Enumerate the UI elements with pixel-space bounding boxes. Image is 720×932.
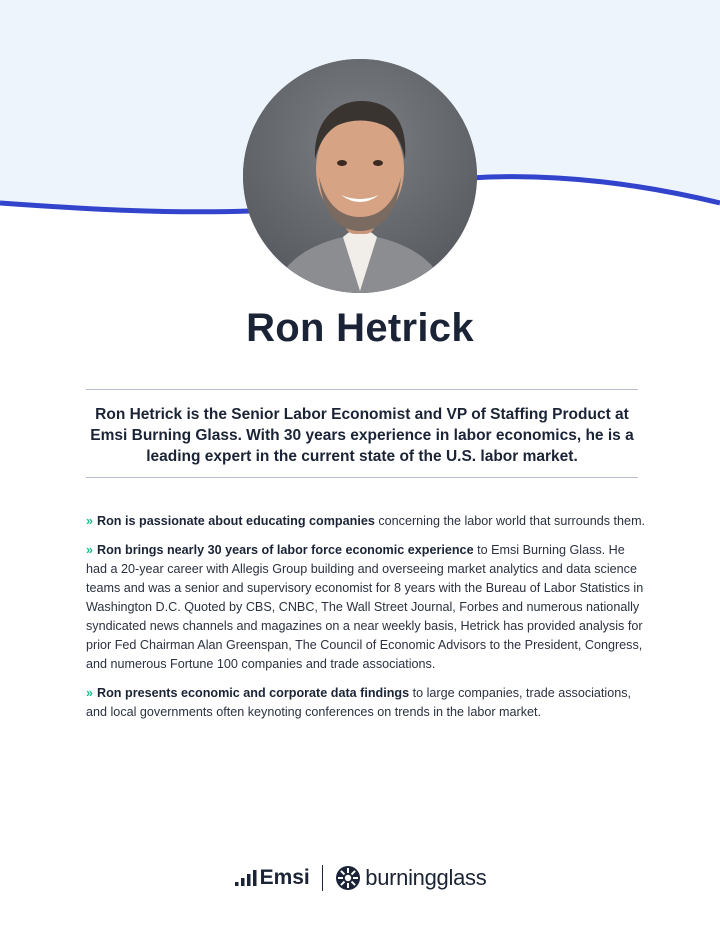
bio-summary: Ron Hetrick is the Senior Labor Economist and VP of Staffing Product at Emsi Burning Glass. With 30 years experience in labor economics, he is a leading expert in the current state of the U.S. labor market. [90, 406, 634, 465]
bullet-body-text: to large companies, trade associations, and local governments often keynoting conferences on trends in the labor market. [86, 686, 632, 719]
bar-chart-icon [234, 868, 260, 888]
bio-bullet [86, 541, 646, 674]
chevron-icon: » [86, 686, 94, 700]
emsi-wordmark: Emsi [259, 866, 310, 889]
bullet-body-text: to Emsi Burning Glass. He had a 20-year career with Allegis Group building and overseeing market analytics and data science teams and was a senior and supervisory economist for 8 years with the Bureau of Labor Statistics in Washington D.C. Quoted by CBS, CNBC, The Wall Street Journal, Forbes and numerous nationally syndicated news channels and magazines on a near weekly basis, Hetrick has provided analysis for prior Fed Chairman Alan Greenspan, The Council of Economic Advisors to the President, Congress, and numerous Fortune 100 companies and trade associations. [86, 543, 644, 671]
starburst-icon [335, 865, 361, 891]
bullet-lead-text: Ron is passionate about educating companies [97, 514, 375, 528]
bio-bullet [86, 512, 646, 531]
chevron-icon: » [86, 543, 94, 557]
bullet-lead-text: Ron presents economic and corporate data findings [97, 686, 410, 700]
bio-bullet-list [86, 512, 646, 732]
bio-bullet [86, 684, 646, 722]
burningglass-wordmark: burningglass [365, 865, 487, 890]
footer-logos [0, 858, 720, 898]
profile-photo [243, 59, 477, 293]
bullet-body-text: concerning the labor world that surrounds them. [374, 514, 646, 528]
person-name: Ron Hetrick [246, 306, 474, 350]
summary-top-rule [86, 389, 638, 390]
logo-divider [322, 865, 324, 891]
chevron-icon: » [86, 514, 94, 528]
burningglass-logo [335, 865, 486, 891]
summary-bottom-rule [86, 477, 638, 478]
bullet-lead-text: Ron brings nearly 30 years of labor force economic experience [97, 543, 474, 557]
emsi-logo [234, 866, 310, 890]
